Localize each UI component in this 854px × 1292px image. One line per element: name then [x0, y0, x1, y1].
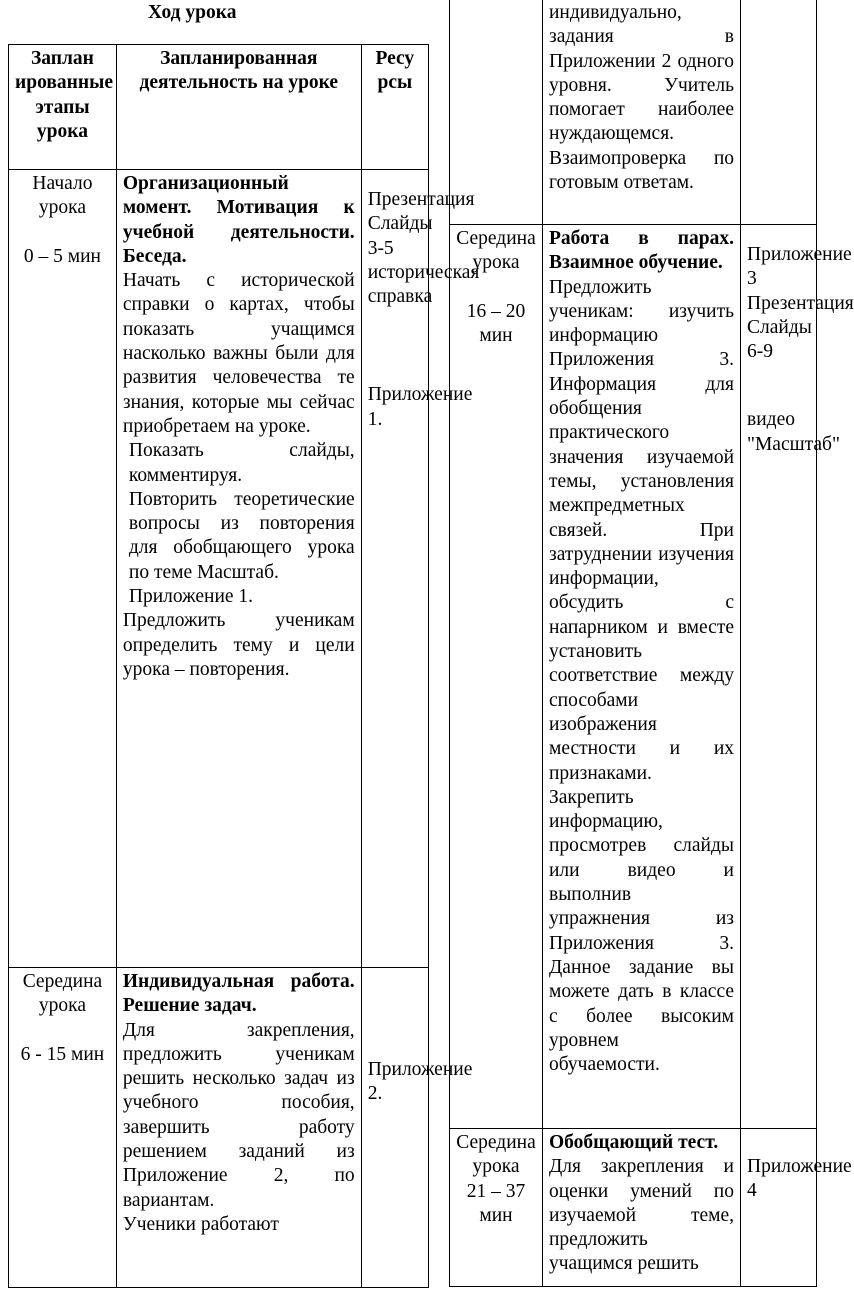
stage-cell [450, 225, 543, 1129]
activity-paragraph: Приложение 1. [128, 586, 254, 608]
activity-paragraph: Ученики работают [122, 1213, 279, 1235]
stage-name: Середина урока [456, 228, 536, 274]
header-stages: Заплан ированные этапы урока [9, 45, 117, 170]
resource-item: Приложение 4 [747, 1156, 852, 1202]
activity-heading: Обобщающий тест. [549, 1132, 719, 1153]
stage-time: 21 – 37 мин [466, 1180, 526, 1226]
resources-cell [741, 0, 817, 225]
activity-heading: Организационный момент. Мотивация к учебной деятельности. Беседа. [122, 173, 355, 267]
resources-cell [741, 1129, 852, 1287]
stage-name: Середина урока [22, 971, 103, 1017]
table-row [450, 0, 817, 225]
stage-time: 16 – 20 мин [466, 300, 526, 346]
resources-cell [361, 170, 480, 968]
stage-cell [450, 0, 543, 225]
page-title: Ход урока [148, 2, 237, 23]
table-row [9, 170, 429, 968]
activity-cell [116, 170, 361, 968]
activity-cell [543, 225, 741, 1129]
activity-paragraph: Показать слайды, комментируя. [128, 440, 355, 486]
table-row [450, 1129, 817, 1287]
stage-cell [9, 170, 117, 968]
activity-paragraph: индивидуально, задания в Приложении 2 одного уровня. Учитель помогает наиболее нуждающемся. Взаимопроверка по готовым ответам. [549, 2, 734, 194]
header-resources: Ресу рсы [361, 45, 428, 170]
activity-cell [543, 1129, 741, 1287]
resource-item: видео "Масштаб" [747, 409, 840, 455]
activity-heading: Работа в парах. Взаимное обучение. [549, 228, 734, 274]
table-header-row [9, 45, 429, 170]
lesson-table-right [449, 0, 854, 1287]
header-activity: Запланированная деятельность на уроке [116, 45, 361, 170]
stage-time: 6 - 15 мин [20, 1043, 105, 1065]
stage-cell [9, 968, 117, 1288]
activity-cell [116, 968, 361, 1288]
activity-paragraph: Предложить ученикам определить тему и цели урока – повторения. [122, 610, 355, 680]
activity-paragraph: Для закрепления и оценки умений по изучаемой теме, предложить учащимся решить [549, 1156, 734, 1275]
activity-paragraph: Повторить теоретические вопросы из повторения для обобщающего урока по теме Масштаб. [128, 488, 355, 583]
stage-cell [450, 1129, 543, 1287]
stage-name: Начало урока [32, 173, 93, 219]
activity-heading: Индивидуальная работа. Решение задач. [122, 971, 355, 1017]
resource-item: Приложение 1. [367, 384, 473, 430]
activity-paragraph: Начать с исторической справки о картах, чтобы показать учащимся насколько важны были для развития человечества те знания, которые мы сейчас приобретаем на уроке. [122, 270, 355, 437]
resources-cell [361, 968, 473, 1288]
activity-paragraph: Предложить ученикам: изучить информацию Приложения 3. Информация для обобщения практического значения изучаемой темы, установления межпредметных связей. При затруднении изучения информации, обсудить с напарником и вместе установить соответствие между способами изображения местности и их признаками. Закрепить информацию, просмотрев слайды или видео и выполнив упражнения из Приложения 3. Данное задание вы можете дать в классе с более высоким уровнем обучаемости. [549, 276, 734, 1076]
activity-paragraph: Для закрепления, предложить ученикам решить несколько задач из учебного пособия, завершить работу решением заданий из Приложение 2, по вариантам. [122, 1019, 355, 1211]
resource-item: Приложение 3 Презентация Слайды 6-9 [747, 244, 854, 363]
stage-name: Середина урока [456, 1132, 536, 1178]
lesson-table-left [8, 44, 480, 1288]
resources-cell [741, 225, 854, 1129]
resource-item: Презентация Слайды 3-5 историческая справка [367, 189, 480, 308]
resource-item: Приложение 2. [367, 1059, 473, 1105]
table-row [9, 968, 429, 1288]
table-row [450, 225, 817, 1129]
activity-cell [543, 0, 741, 225]
stage-time: 0 – 5 мин [23, 245, 101, 267]
